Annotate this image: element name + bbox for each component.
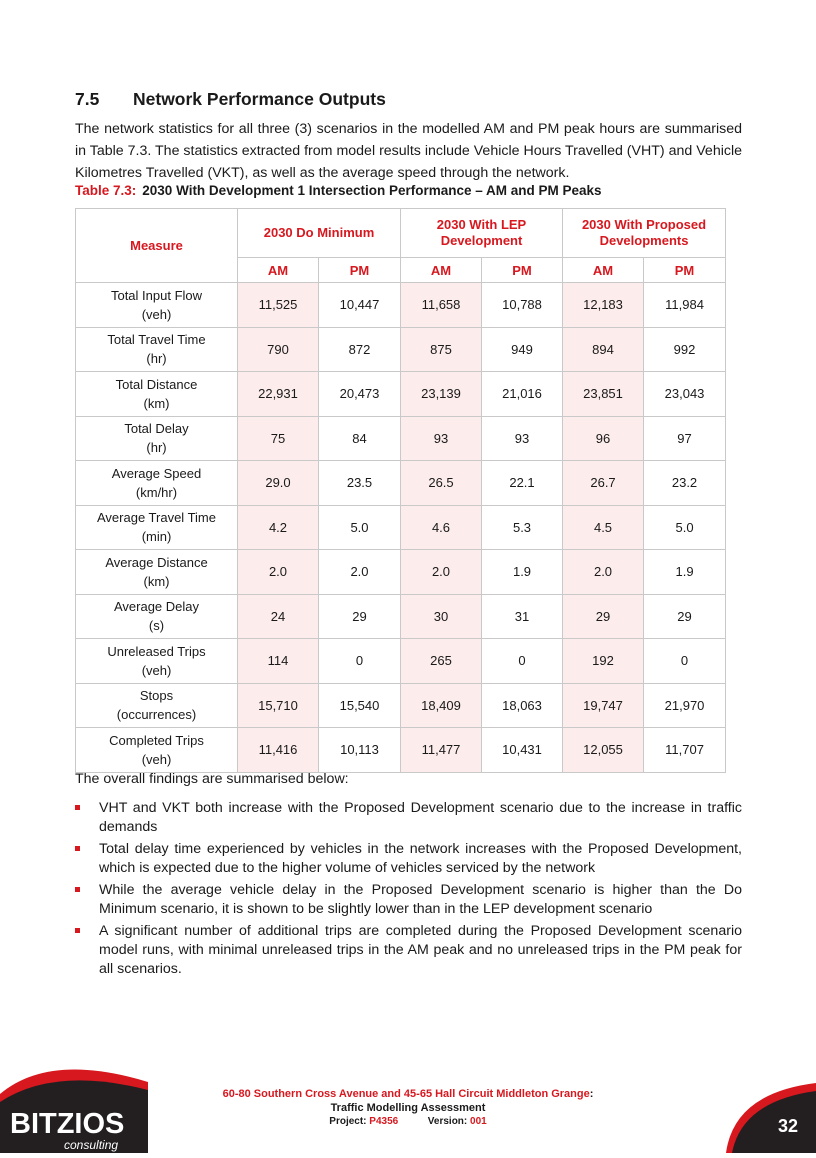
table-row: [76, 327, 726, 372]
measure-cell: [76, 372, 238, 417]
value-cell: 21,970: [644, 683, 726, 728]
footer-doc-title: Traffic Modelling Assessment: [330, 1102, 486, 1114]
value-cell: 992: [644, 327, 726, 372]
period-header: PM: [644, 258, 726, 283]
table-row: [76, 639, 726, 684]
value-cell: 96: [563, 416, 644, 461]
measure-label: Completed Trips: [109, 732, 204, 748]
table-row: [76, 505, 726, 550]
footer: [0, 1087, 816, 1129]
measure-cell: [76, 283, 238, 328]
value-cell: 192: [563, 639, 644, 684]
value-cell: 265: [401, 639, 482, 684]
bullet-icon: [75, 928, 80, 933]
value-cell: 29: [319, 594, 401, 639]
measure-label: Unreleased Trips: [107, 643, 206, 659]
value-cell: 10,788: [482, 283, 563, 328]
value-cell: 12,183: [563, 283, 644, 328]
version-label: Version:: [427, 1116, 468, 1127]
value-cell: 24: [238, 594, 319, 639]
table-row: [76, 683, 726, 728]
scenario-header: 2030 With LEP Development: [401, 209, 563, 258]
measure-unit: (hr): [146, 351, 167, 367]
value-cell: 20,473: [319, 372, 401, 417]
measure-cell: [76, 327, 238, 372]
performance-table: [75, 208, 726, 773]
period-header: PM: [482, 258, 563, 283]
measure-cell: [76, 594, 238, 639]
version-value: 001: [470, 1116, 487, 1127]
finding-item: [75, 881, 742, 919]
table-row: [76, 461, 726, 506]
value-cell: 894: [563, 327, 644, 372]
finding-text: While the average vehicle delay in the Proposed Development scenario is higher than the Do Minimum scenario, it is shown to be slightly lower than in the LEP development scenario: [99, 882, 742, 917]
measure-unit: (veh): [141, 662, 172, 678]
value-cell: 2.0: [401, 550, 482, 595]
measure-label: Average Distance: [105, 554, 208, 570]
value-cell: 23.2: [644, 461, 726, 506]
measure-unit: (km): [143, 573, 170, 589]
measure-cell: [76, 550, 238, 595]
footer-address: [0, 1087, 816, 1101]
measure-header: Measure: [76, 209, 238, 283]
bullet-icon: [75, 805, 80, 810]
value-cell: 31: [482, 594, 563, 639]
measure-unit: (min): [141, 529, 172, 545]
logo-text: BITZIOS: [10, 1108, 125, 1140]
value-cell: 0: [319, 639, 401, 684]
table-row: [76, 416, 726, 461]
value-cell: 93: [401, 416, 482, 461]
value-cell: 5.0: [319, 505, 401, 550]
page-number: 32: [777, 1116, 798, 1136]
value-cell: 15,710: [238, 683, 319, 728]
bullet-icon: [75, 887, 80, 892]
value-cell: 29: [563, 594, 644, 639]
measure-cell: [76, 683, 238, 728]
finding-text: A significant number of additional trips are completed during the Proposed Development scenario model runs, with minimal unreleased trips in the AM peak and no unreleased trips in the PM peak for all scenarios.: [99, 923, 742, 977]
value-cell: 2.0: [319, 550, 401, 595]
findings-intro: The overall findings are summarised below:: [75, 771, 349, 787]
measure-label: Total Travel Time: [107, 332, 206, 348]
value-cell: 15,540: [319, 683, 401, 728]
footer-project-line: [0, 1115, 816, 1129]
value-cell: 18,063: [482, 683, 563, 728]
measure-label: Average Travel Time: [97, 510, 216, 526]
period-header: AM: [401, 258, 482, 283]
finding-text: VHT and VKT both increase with the Proposed Development scenario due to the increase in traffic demands: [99, 800, 742, 835]
finding-text: Total delay time experienced by vehicles in the network increases with the Proposed Development, which is expected due to the higher volume of vehicles serviced by the network: [99, 841, 742, 876]
value-cell: 4.2: [238, 505, 319, 550]
value-cell: 22.1: [482, 461, 563, 506]
value-cell: 11,707: [644, 728, 726, 773]
value-cell: 18,409: [401, 683, 482, 728]
value-cell: 23,043: [644, 372, 726, 417]
measure-label: Stops: [139, 688, 174, 704]
value-cell: 10,431: [482, 728, 563, 773]
period-header: AM: [563, 258, 644, 283]
finding-item: [75, 922, 742, 979]
value-cell: 22,931: [238, 372, 319, 417]
measure-unit: (veh): [141, 751, 172, 767]
value-cell: 10,113: [319, 728, 401, 773]
value-cell: 75: [238, 416, 319, 461]
footer-colon: :: [589, 1088, 594, 1100]
measure-unit: (km): [143, 395, 170, 411]
table-row: [76, 550, 726, 595]
page-corner-icon: [726, 1083, 816, 1153]
logo-subtext: consulting: [64, 1138, 119, 1152]
scenario-header: 2030 Do Minimum: [238, 209, 401, 258]
measure-cell: [76, 461, 238, 506]
finding-item: [75, 840, 742, 878]
value-cell: 5.0: [644, 505, 726, 550]
measure-cell: [76, 416, 238, 461]
value-cell: 4.6: [401, 505, 482, 550]
value-cell: 19,747: [563, 683, 644, 728]
section-number: 7.5: [75, 89, 100, 109]
value-cell: 21,016: [482, 372, 563, 417]
period-header: PM: [319, 258, 401, 283]
measure-cell: [76, 639, 238, 684]
table-label: Table 7.3:: [75, 183, 137, 198]
value-cell: 1.9: [644, 550, 726, 595]
value-cell: 875: [401, 327, 482, 372]
intro-paragraph: The network statistics for all three (3) scenarios in the modelled AM and PM peak hours are summarised in Table 7.3. The statistics extracted from model results include Vehicle Hours Travelled (VHT) and Vehicle Kilometres Travelled (VKT), as well as the average speed through the network.: [75, 121, 742, 181]
value-cell: 949: [482, 327, 563, 372]
value-cell: 114: [238, 639, 319, 684]
value-cell: 84: [319, 416, 401, 461]
value-cell: 11,984: [644, 283, 726, 328]
findings-list: [75, 799, 742, 982]
measure-label: Total Delay: [124, 421, 189, 437]
value-cell: 26.7: [563, 461, 644, 506]
value-cell: 2.0: [563, 550, 644, 595]
value-cell: 29.0: [238, 461, 319, 506]
value-cell: 5.3: [482, 505, 563, 550]
project-value: P4356: [369, 1116, 399, 1127]
page-number-badge: [726, 1083, 816, 1153]
value-cell: 10,447: [319, 283, 401, 328]
measure-label: Total Input Flow: [110, 287, 203, 303]
value-cell: 23,851: [563, 372, 644, 417]
section-title: Network Performance Outputs: [133, 89, 386, 109]
value-cell: 2.0: [238, 550, 319, 595]
project-label: Project:: [329, 1116, 367, 1127]
value-cell: 30: [401, 594, 482, 639]
value-cell: 97: [644, 416, 726, 461]
value-cell: 1.9: [482, 550, 563, 595]
bullet-icon: [75, 846, 80, 851]
table-caption: [75, 183, 602, 198]
period-header: AM: [238, 258, 319, 283]
value-cell: 11,658: [401, 283, 482, 328]
measure-cell: [76, 728, 238, 773]
table-caption-text: 2030 With Development 1 Intersection Performance – AM and PM Peaks: [142, 183, 602, 198]
table-row: [76, 728, 726, 773]
scenario-header: 2030 With Proposed Developments: [563, 209, 726, 258]
measure-unit: (hr): [146, 440, 167, 456]
measure-label: Average Delay: [113, 599, 200, 615]
measure-unit: (s): [148, 618, 165, 634]
value-cell: 23,139: [401, 372, 482, 417]
value-cell: 0: [482, 639, 563, 684]
footer-address-text: 60-80 Southern Cross Avenue and 45-65 Hall Circuit Middleton Grange: [222, 1088, 590, 1100]
measure-unit: (occurrences): [116, 707, 197, 723]
value-cell: 12,055: [563, 728, 644, 773]
value-cell: 790: [238, 327, 319, 372]
value-cell: 11,416: [238, 728, 319, 773]
value-cell: 11,477: [401, 728, 482, 773]
measure-label: Total Distance: [115, 376, 198, 392]
table-row: [76, 283, 726, 328]
value-cell: 29: [644, 594, 726, 639]
finding-item: [75, 799, 742, 837]
table-row: [76, 594, 726, 639]
value-cell: 11,525: [238, 283, 319, 328]
value-cell: 872: [319, 327, 401, 372]
value-cell: 0: [644, 639, 726, 684]
measure-unit: (km/hr): [135, 484, 178, 500]
section-heading: [75, 89, 386, 110]
measure-cell: [76, 505, 238, 550]
value-cell: 23.5: [319, 461, 401, 506]
value-cell: 26.5: [401, 461, 482, 506]
value-cell: 93: [482, 416, 563, 461]
table-row: [76, 372, 726, 417]
measure-label: Average Speed: [111, 465, 202, 481]
measure-unit: (veh): [141, 306, 172, 322]
value-cell: 4.5: [563, 505, 644, 550]
